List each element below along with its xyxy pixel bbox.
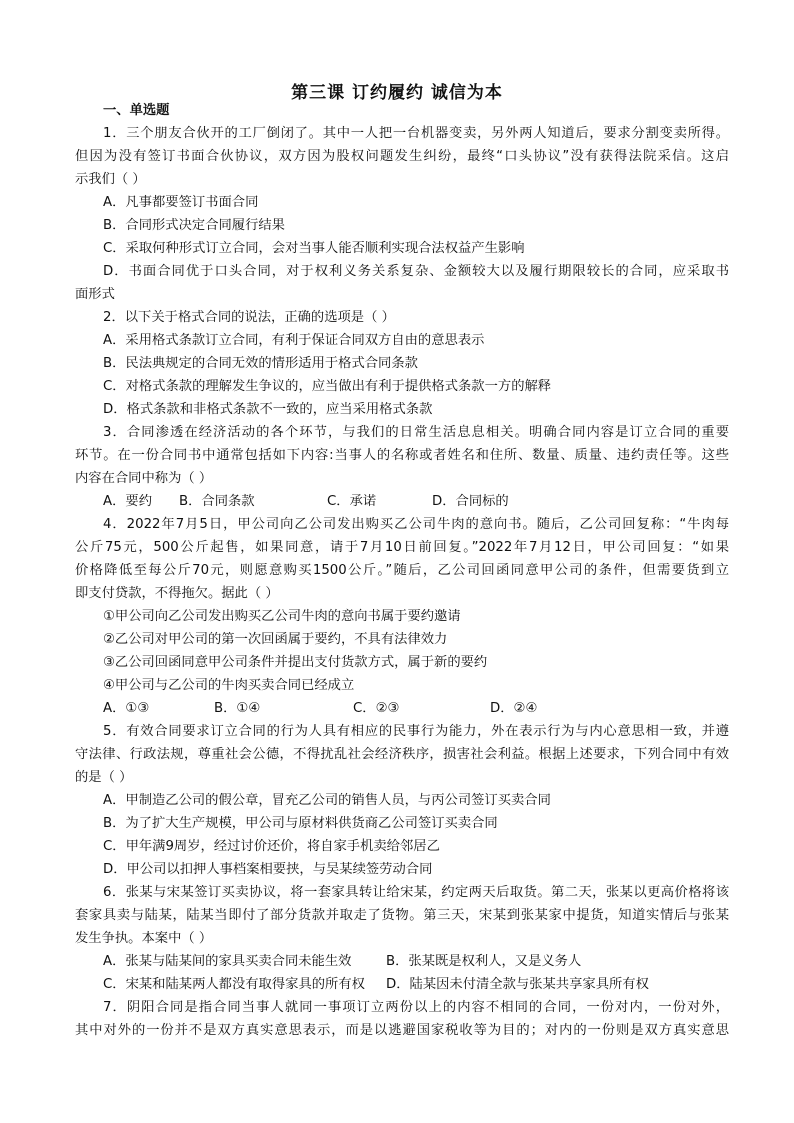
q2-option-b: B．民法典规定的合同无效的情形适用于格式合同条款 — [103, 356, 418, 371]
q3-option-a: A．要约 — [103, 494, 152, 509]
section-heading: 一、单选题 — [103, 103, 170, 118]
q4-statement-2: ②乙公司对甲公司的第一次回函属于要约，不具有法律效力 — [103, 632, 448, 647]
q3-option-c: C．承诺 — [327, 494, 377, 509]
q3-stem-line3: 内容在合同中称为（ ） — [75, 471, 213, 486]
q2-option-a: A．采用格式条款订立合同，有利于保证合同双方自由的意思表示 — [103, 333, 485, 348]
q3-stem-line2: 环节。在一份合同书中通常包括如下内容:当事人的名称或者姓名和住所、数量、质量、违约责任等。这些 — [75, 448, 729, 463]
q7-stem-line1: 7．阴阳合同是指合同当事人就同一事项订立两份以上的内容不相同的合同，一份对内，一份对外， — [103, 1000, 729, 1015]
page-title: 第三课 订约履约 诚信为本 — [291, 83, 503, 103]
q1-stem-line3: 示我们（ ） — [75, 172, 146, 187]
q3-option-d: D．合同标的 — [432, 494, 509, 509]
q4-option-b: B．①④ — [214, 701, 261, 716]
q2-stem: 2．以下关于格式合同的说法，正确的选项是（ ） — [103, 310, 395, 325]
q4-stem-line3: 价格降低至每公斤70元，则愿意购买1500公斤。”随后，乙公司回函同意甲公司的条件，但需要货到立 — [75, 563, 729, 578]
q5-stem-line3: 的是（ ） — [75, 770, 133, 785]
q1-option-d-line2: 面形式 — [75, 287, 115, 302]
q3-stem-line1: 3．合同渗透在经济活动的各个环节，与我们的日常生活息息相关。明确合同内容是订立合同的重要 — [103, 425, 729, 440]
q4-statement-4: ④甲公司与乙公司的牛肉买卖合同已经成立 — [103, 678, 355, 693]
q4-option-c: C．②③ — [353, 701, 400, 716]
q4-stem-line2: 公斤75元，500公斤起售，如果同意，请于7月10日前回复。”2022年7月12日，甲公司回复：“如果 — [75, 540, 729, 555]
q5-option-b: B．为了扩大生产规模，甲公司与原材料供货商乙公司签订买卖合同 — [103, 816, 498, 831]
q5-option-c: C．甲年满9周岁，经过讨价还价，将自家手机卖给邻居乙 — [103, 839, 440, 854]
q1-stem-line2: 但因为没有签订书面合伙协议，双方因为股权问题发生纠纷，最终“口头协议”没有获得法院采信。这启 — [75, 149, 729, 164]
q5-stem-line2: 守法律、行政法规，尊重社会公德，不得扰乱社会经济秩序，损害社会利益。根据上述要求，下列合同中有效 — [75, 747, 729, 762]
q4-statement-3: ③乙公司回函同意甲公司条件并提出支付货款方式，属于新的要约 — [103, 655, 488, 670]
q6-stem-line3: 发生争执。本案中（ ） — [75, 931, 213, 946]
q1-stem-line1: 1．三个朋友合伙开的工厂倒闭了。其中一人把一台机器变卖，另外两人知道后，要求分割变卖所得。 — [103, 126, 729, 141]
q5-stem-line1: 5．有效合同要求订立合同的行为人具有相应的民事行为能力，外在表示行为与内心意思相一致，并遵 — [103, 724, 729, 739]
q1-option-b: B．合同形式决定合同履行结果 — [103, 218, 285, 233]
q4-statement-1: ①甲公司向乙公司发出购买乙公司牛肉的意向书属于要约邀请 — [103, 609, 461, 624]
q1-option-a: A．凡事都要签订书面合同 — [103, 195, 259, 210]
q3-option-b: B．合同条款 — [179, 494, 255, 509]
q6-option-d: D．陆某因未付清全款与张某共享家具所有权 — [386, 977, 649, 992]
q2-option-d: D．格式条款和非格式条款不一致的，应当采用格式条款 — [103, 402, 433, 417]
q6-option-b: B．张某既是权利人，又是义务人 — [386, 954, 582, 969]
q7-stem-line2: 其中对外的一份并不是双方真实意思表示，而是以逃避国家税收等为目的；对内的一份则是双方真实意思 — [75, 1023, 729, 1038]
q4-stem-line1: 4．2022年7月5日，甲公司向乙公司发出购买乙公司牛肉的意向书。随后，乙公司回复称：“牛肉每 — [103, 517, 729, 532]
q6-option-c: C．宋某和陆某两人都没有取得家具的所有权 — [103, 977, 365, 992]
q4-option-d: D．②④ — [490, 701, 538, 716]
q2-option-c: C．对格式条款的理解发生争议的，应当做出有利于提供格式条款一方的解释 — [103, 379, 552, 394]
q1-option-c: C．采取何种形式订立合同，会对当事人能否顺利实现合法权益产生影响 — [103, 241, 525, 256]
q5-option-a: A．甲制造乙公司的假公章，冒充乙公司的销售人员，与丙公司签订买卖合同 — [103, 793, 551, 808]
q1-option-d-line1: D．书面合同优于口头合同，对于权利义务关系复杂、金额较大以及履行期限较长的合同，应采取书 — [103, 264, 729, 279]
q4-stem-line4: 即支付贷款，不得拖欠。据此（ ） — [75, 586, 279, 601]
q6-option-a: A．张某与陆某间的家具买卖合同未能生效 — [103, 954, 352, 969]
q4-option-a: A．①③ — [103, 701, 150, 716]
q6-stem-line2: 套家具卖与陆某，陆某当即付了部分货款并取走了货物。第三天，宋某到张某家中提货，知道实情后与张某 — [75, 908, 729, 923]
q6-stem-line1: 6．张某与宋某签订买卖协议，将一套家具转让给宋某，约定两天后取货。第二天，张某以更高价格将该 — [103, 885, 729, 900]
q5-option-d: D．甲公司以扣押人事档案相要挟，与吴某续签劳动合同 — [103, 862, 433, 877]
